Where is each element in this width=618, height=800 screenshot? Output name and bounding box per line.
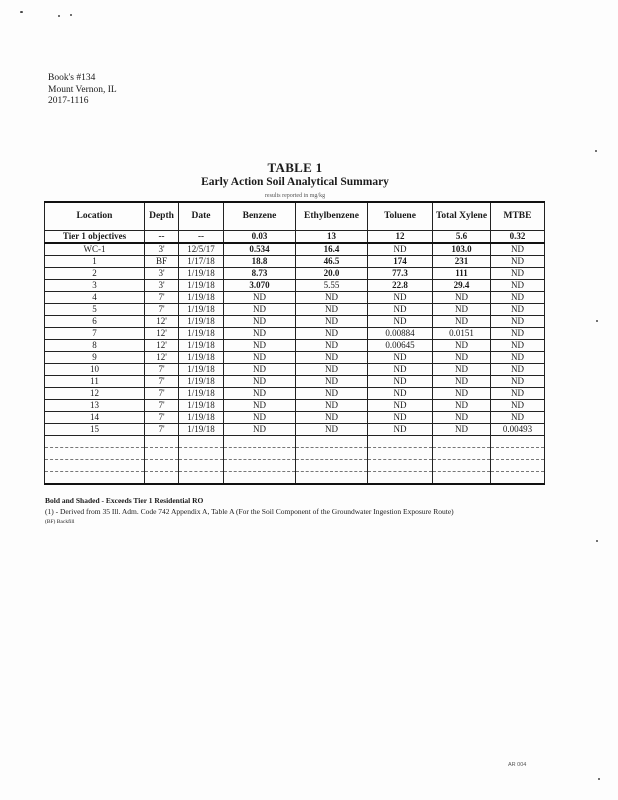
units-note: results reported in mg/kg bbox=[264, 193, 326, 199]
table-cell: ND bbox=[433, 316, 491, 328]
table-cell: ND bbox=[491, 412, 545, 424]
table-cell: 1/19/18 bbox=[179, 364, 224, 376]
table-cell: 1/19/18 bbox=[179, 292, 224, 304]
table-row bbox=[45, 412, 545, 424]
table-cell: ND bbox=[224, 304, 296, 316]
header-line: Mount Vernon, IL bbox=[48, 84, 117, 95]
table-cell: ND bbox=[296, 292, 368, 304]
table-cell: ND bbox=[368, 243, 433, 256]
table-cell: ND bbox=[296, 304, 368, 316]
table-cell: 12 bbox=[45, 388, 145, 400]
table-cell: 1/19/18 bbox=[179, 352, 224, 364]
table-cell: 0.00645 bbox=[368, 340, 433, 352]
table-cell: ND bbox=[491, 292, 545, 304]
table-cell: 6 bbox=[45, 316, 145, 328]
table-cell: ND bbox=[491, 280, 545, 292]
table-cell: ND bbox=[433, 400, 491, 412]
table-cell: 5.55 bbox=[296, 280, 368, 292]
table-cell: 103.0 bbox=[433, 243, 491, 256]
table-cell: ND bbox=[296, 340, 368, 352]
empty-cell bbox=[224, 460, 296, 472]
scan-speck bbox=[596, 320, 598, 322]
column-header: Total Xylene bbox=[433, 202, 491, 231]
table-row bbox=[45, 328, 545, 340]
table-header-row bbox=[45, 202, 545, 231]
table-cell: 1/19/18 bbox=[179, 424, 224, 436]
empty-cell bbox=[296, 472, 368, 485]
empty-cell bbox=[145, 436, 179, 448]
column-header: Toluene bbox=[368, 202, 433, 231]
empty-cell bbox=[491, 472, 545, 485]
tier1-objectives-row bbox=[45, 231, 545, 244]
table-cell: ND bbox=[368, 400, 433, 412]
header-line: 2017-1116 bbox=[48, 96, 89, 106]
table-cell: 7' bbox=[145, 304, 179, 316]
table-cell: 3.070 bbox=[224, 280, 296, 292]
table-cell: ND bbox=[491, 316, 545, 328]
page-identifier: AR 004 bbox=[508, 762, 527, 768]
objective-cell: -- bbox=[179, 231, 224, 244]
scan-speck bbox=[596, 540, 598, 542]
table-cell: 18.8 bbox=[224, 256, 296, 268]
objective-cell: 5.6 bbox=[433, 231, 491, 244]
table-cell: ND bbox=[296, 424, 368, 436]
table-cell: 13 bbox=[45, 400, 145, 412]
table-cell: ND bbox=[491, 400, 545, 412]
table-cell: ND bbox=[224, 376, 296, 388]
objective-cell: 0.03 bbox=[224, 231, 296, 244]
table-cell: 12' bbox=[145, 340, 179, 352]
table-cell: ND bbox=[296, 364, 368, 376]
table-cell: 1/17/18 bbox=[179, 256, 224, 268]
table-cell: ND bbox=[433, 340, 491, 352]
scan-speck bbox=[58, 15, 60, 17]
bold-shaded-note: Bold and Shaded - Exceeds Tier 1 Residential RO bbox=[45, 496, 204, 505]
empty-cell bbox=[368, 472, 433, 485]
table-cell: ND bbox=[368, 376, 433, 388]
empty-row bbox=[45, 460, 545, 472]
table-cell: ND bbox=[433, 412, 491, 424]
empty-cell bbox=[491, 436, 545, 448]
table-cell: ND bbox=[491, 364, 545, 376]
empty-cell bbox=[179, 448, 224, 460]
column-header: Benzene bbox=[224, 202, 296, 231]
table-cell: 111 bbox=[433, 268, 491, 280]
objective-cell: 12 bbox=[368, 231, 433, 244]
empty-cell bbox=[491, 448, 545, 460]
table-cell: 8.73 bbox=[224, 268, 296, 280]
empty-cell bbox=[491, 460, 545, 472]
table-cell: 1/19/18 bbox=[179, 376, 224, 388]
column-header: Ethylbenzene bbox=[296, 202, 368, 231]
table-cell: 3 bbox=[45, 280, 145, 292]
table-cell: 8 bbox=[45, 340, 145, 352]
table-cell: ND bbox=[296, 316, 368, 328]
empty-cell bbox=[368, 436, 433, 448]
table-cell: ND bbox=[433, 376, 491, 388]
table-cell: ND bbox=[491, 352, 545, 364]
table-cell: ND bbox=[491, 256, 545, 268]
empty-cell bbox=[145, 460, 179, 472]
empty-row bbox=[45, 448, 545, 460]
table-cell: 12' bbox=[145, 316, 179, 328]
column-header: Depth bbox=[145, 202, 179, 231]
empty-cell bbox=[45, 448, 145, 460]
table-cell: ND bbox=[224, 328, 296, 340]
table-cell: ND bbox=[224, 424, 296, 436]
table-row bbox=[45, 268, 545, 280]
table-cell: ND bbox=[368, 412, 433, 424]
table-cell: 7' bbox=[145, 364, 179, 376]
table-row bbox=[45, 364, 545, 376]
table-cell: ND bbox=[433, 304, 491, 316]
table-cell: ND bbox=[491, 268, 545, 280]
table-cell: ND bbox=[368, 388, 433, 400]
table-row bbox=[45, 292, 545, 304]
scan-speck bbox=[20, 11, 23, 13]
table-cell: 12' bbox=[145, 352, 179, 364]
empty-cell bbox=[145, 448, 179, 460]
analytical-summary-table bbox=[44, 201, 545, 485]
empty-cell bbox=[224, 436, 296, 448]
table-cell: ND bbox=[433, 352, 491, 364]
table-cell: ND bbox=[368, 424, 433, 436]
table-row bbox=[45, 316, 545, 328]
table-cell: ND bbox=[491, 388, 545, 400]
table-cell: 14 bbox=[45, 412, 145, 424]
empty-cell bbox=[45, 460, 145, 472]
table-cell: ND bbox=[224, 400, 296, 412]
table-cell: 1/19/18 bbox=[179, 268, 224, 280]
empty-cell bbox=[179, 472, 224, 485]
table-cell: ND bbox=[368, 316, 433, 328]
document-header bbox=[48, 73, 117, 108]
table-cell: 4 bbox=[45, 292, 145, 304]
footnote-1: (1) - Derived from 35 Ill. Adm. Code 742 Appendix A, Table A (For the Soil Component of the Groundwater Ingestion Exposure Route) bbox=[45, 507, 454, 516]
footnote-backfill: (BF) Backfill bbox=[45, 519, 75, 525]
table-cell: ND bbox=[433, 364, 491, 376]
table-cell: 29.4 bbox=[433, 280, 491, 292]
table-cell: 0.534 bbox=[224, 243, 296, 256]
empty-cell bbox=[296, 436, 368, 448]
table-cell: 3' bbox=[145, 280, 179, 292]
table-cell: ND bbox=[433, 424, 491, 436]
objective-cell: 0.32 bbox=[491, 231, 545, 244]
table-cell: 7' bbox=[145, 376, 179, 388]
empty-cell bbox=[45, 436, 145, 448]
column-header: Location bbox=[45, 202, 145, 231]
empty-row bbox=[45, 472, 545, 485]
table-row bbox=[45, 304, 545, 316]
table-cell: 3' bbox=[145, 268, 179, 280]
table-cell: 7 bbox=[45, 328, 145, 340]
table-cell: ND bbox=[224, 292, 296, 304]
table-cell: 7' bbox=[145, 412, 179, 424]
empty-cell bbox=[296, 448, 368, 460]
table-cell: 11 bbox=[45, 376, 145, 388]
table-cell: 0.00493 bbox=[491, 424, 545, 436]
table-cell: 2 bbox=[45, 268, 145, 280]
table-cell: ND bbox=[224, 340, 296, 352]
table-row bbox=[45, 340, 545, 352]
empty-cell bbox=[224, 472, 296, 485]
table-cell: 12/5/17 bbox=[179, 243, 224, 256]
table-row bbox=[45, 243, 545, 256]
table-cell: 5 bbox=[45, 304, 145, 316]
objective-cell: 13 bbox=[296, 231, 368, 244]
table-row bbox=[45, 388, 545, 400]
empty-cell bbox=[179, 436, 224, 448]
table-cell: ND bbox=[368, 364, 433, 376]
table-cell: 1/19/18 bbox=[179, 388, 224, 400]
table-cell: 174 bbox=[368, 256, 433, 268]
empty-cell bbox=[296, 460, 368, 472]
table-cell: ND bbox=[224, 388, 296, 400]
table-cell: 231 bbox=[433, 256, 491, 268]
empty-cell bbox=[224, 448, 296, 460]
table-cell: 1/19/18 bbox=[179, 280, 224, 292]
table-cell: 16.4 bbox=[296, 243, 368, 256]
table-row bbox=[45, 376, 545, 388]
table-cell: ND bbox=[491, 304, 545, 316]
column-header: MTBE bbox=[491, 202, 545, 231]
table-cell: ND bbox=[224, 364, 296, 376]
table-row bbox=[45, 256, 545, 268]
empty-cell bbox=[433, 436, 491, 448]
empty-cell bbox=[45, 472, 145, 485]
table-cell: WC-1 bbox=[45, 243, 145, 256]
table-cell: 1/19/18 bbox=[179, 400, 224, 412]
table-cell: ND bbox=[368, 352, 433, 364]
table-cell: ND bbox=[296, 400, 368, 412]
table-cell: 1/19/18 bbox=[179, 304, 224, 316]
table-cell: ND bbox=[368, 292, 433, 304]
table-cell: 1/19/18 bbox=[179, 412, 224, 424]
empty-cell bbox=[368, 448, 433, 460]
empty-cell bbox=[179, 460, 224, 472]
table-cell: ND bbox=[491, 243, 545, 256]
table-cell: ND bbox=[368, 304, 433, 316]
table-cell: ND bbox=[224, 352, 296, 364]
table-row bbox=[45, 352, 545, 364]
table-cell: 12' bbox=[145, 328, 179, 340]
empty-cell bbox=[145, 472, 179, 485]
table-cell: ND bbox=[224, 316, 296, 328]
table-cell: ND bbox=[296, 352, 368, 364]
empty-cell bbox=[433, 460, 491, 472]
table-cell: 7' bbox=[145, 292, 179, 304]
empty-cell bbox=[368, 460, 433, 472]
column-header: Date bbox=[179, 202, 224, 231]
table-cell: 20.0 bbox=[296, 268, 368, 280]
table-cell: 15 bbox=[45, 424, 145, 436]
table-cell: ND bbox=[296, 376, 368, 388]
table-cell: ND bbox=[296, 328, 368, 340]
table-cell: 46.5 bbox=[296, 256, 368, 268]
table-cell: 1/19/18 bbox=[179, 340, 224, 352]
table-cell: 9 bbox=[45, 352, 145, 364]
objective-cell: -- bbox=[145, 231, 179, 244]
table-cell: 1/19/18 bbox=[179, 328, 224, 340]
empty-cell bbox=[433, 448, 491, 460]
table-cell: ND bbox=[296, 412, 368, 424]
table-subtitle: Early Action Soil Analytical Summary bbox=[201, 176, 389, 188]
table-cell: 7' bbox=[145, 400, 179, 412]
empty-cell bbox=[433, 472, 491, 485]
scan-speck bbox=[70, 14, 72, 16]
table-cell: BF bbox=[145, 256, 179, 268]
table-cell: ND bbox=[491, 328, 545, 340]
table-cell: 22.8 bbox=[368, 280, 433, 292]
table-cell: 1 bbox=[45, 256, 145, 268]
table-cell: ND bbox=[296, 388, 368, 400]
header-line: Book's #134 bbox=[48, 73, 96, 83]
table-cell: ND bbox=[491, 340, 545, 352]
table-cell: ND bbox=[433, 388, 491, 400]
table-cell: 77.3 bbox=[368, 268, 433, 280]
table-cell: ND bbox=[491, 376, 545, 388]
table-cell: 0.0151 bbox=[433, 328, 491, 340]
table-cell: 3' bbox=[145, 243, 179, 256]
scan-speck bbox=[595, 150, 597, 152]
table-row bbox=[45, 280, 545, 292]
table-row bbox=[45, 424, 545, 436]
table-cell: 0.00884 bbox=[368, 328, 433, 340]
table-cell: ND bbox=[433, 292, 491, 304]
table-title: TABLE 1 bbox=[267, 160, 323, 175]
table-cell: 1/19/18 bbox=[179, 316, 224, 328]
table-cell: 10 bbox=[45, 364, 145, 376]
table-cell: ND bbox=[224, 412, 296, 424]
table-cell: 7' bbox=[145, 388, 179, 400]
empty-row bbox=[45, 436, 545, 448]
objective-cell: Tier 1 objectives bbox=[45, 231, 145, 244]
table-row bbox=[45, 400, 545, 412]
scan-speck bbox=[598, 778, 600, 780]
table-cell: 7' bbox=[145, 424, 179, 436]
